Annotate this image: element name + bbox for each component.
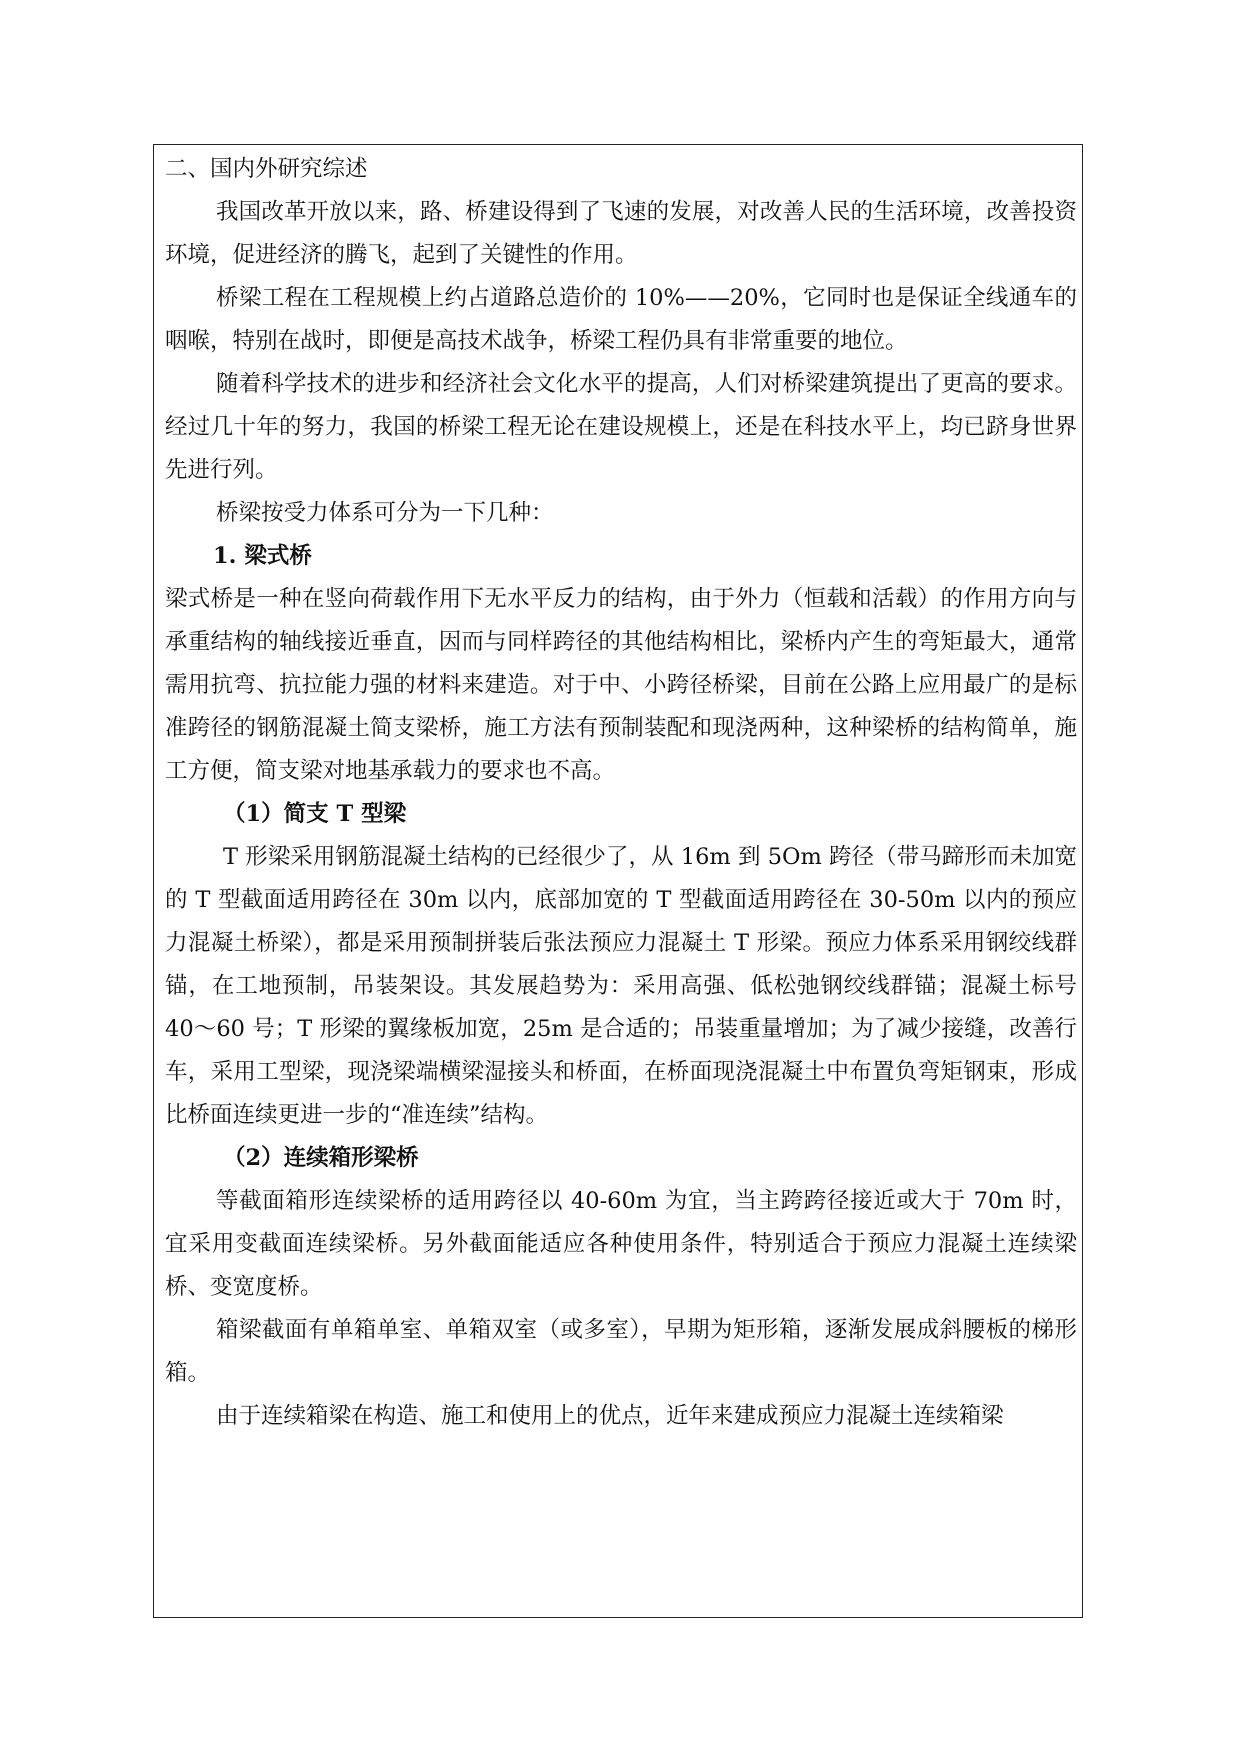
section-title: 二、国内外研究综述 xyxy=(165,156,368,182)
document-body xyxy=(165,148,1077,1438)
paragraph-t-beam: T 形梁采用钢筋混凝土结构的已经很少了，从 16m 到 5Om 跨径（带马蹄形而未加宽的 T 型截面适用跨径在 30m 以内，底部加宽的 T 型截面适用跨径在 30-50m 以内的预应力混凝土桥梁），都是采用预制拼装后张法预应力混凝土 T 形梁。预应力体系采用钢绞线群锚，在工地预制，吊装架设。其发展趋势为：采用高强、低松弛钢绞线群锚；混凝土标号 40～60 号；T 形梁的翼缘板加宽，25m 是合适的；吊装重量增加；为了减少接缝，改善行车，采用工型梁，现浇梁端横梁湿接头和桥面，在桥面现浇混凝土中布置负弯矩钢束，形成比桥面连续更进一步的“准连续”结构。 xyxy=(165,844,1077,1128)
paragraph-beam-bridge: 梁式桥是一种在竖向荷载作用下无水平反力的结构，由于外力（恒载和活载）的作用方向与承重结构的轴线接近垂直，因而与同样跨径的其他结构相比，梁桥内产生的弯矩最大，通常需用抗弯、抗拉能力强的材料来建造。对于中、小跨径桥梁，目前在公路上应用最广的是标准跨径的钢筋混凝土简支梁桥，施工方法有预制装配和现浇两种，这种梁桥的结构简单，施工方便，简支梁对地基承载力的要求也不高。 xyxy=(165,586,1077,784)
paragraph-intro: 我国改革开放以来，路、桥建设得到了飞速的发展，对改善人民的生活环境，改善投资环境，促进经济的腾飞，起到了关键性的作用。 xyxy=(165,199,1077,268)
heading-t-beam: （1）简支 T 型梁 xyxy=(223,801,407,827)
paragraph-box-section: 箱梁截面有单箱单室、单箱双室（或多室），早期为矩形箱，逐渐发展成斜腰板的梯形箱。 xyxy=(165,1317,1077,1386)
paragraph-classify: 桥梁按受力体系可分为一下几种： xyxy=(216,500,554,526)
paragraph-cost: 桥梁工程在工程规模上约占道路总造价的 10%——20%，它同时也是保证全线通车的咽喉，特别在战时，即便是高技术战争，桥梁工程仍具有非常重要的地位。 xyxy=(165,285,1077,354)
paragraph-progress: 随着科学技术的进步和经济社会文化水平的提高，人们对桥梁建筑提出了更高的要求。经过几十年的努力，我国的桥梁工程无论在建设规模上，还是在科技水平上，均已跻身世界先进行列。 xyxy=(165,371,1077,483)
paragraph-box-advantage: 由于连续箱梁在构造、施工和使用上的优点，近年来建成预应力混凝土连续箱梁 xyxy=(216,1403,1004,1429)
heading-box-girder: （2）连续箱形梁桥 xyxy=(223,1145,419,1171)
heading-beam-bridge: 1. 梁式桥 xyxy=(213,543,312,569)
paragraph-box-span: 等截面箱形连续梁桥的适用跨径以 40-60m 为宜，当主跨跨径接近或大于 70m 时，宜采用变截面连续梁桥。另外截面能适应各种使用条件，特别适合于预应力混凝土连续梁桥、变宽度桥。 xyxy=(165,1188,1077,1300)
